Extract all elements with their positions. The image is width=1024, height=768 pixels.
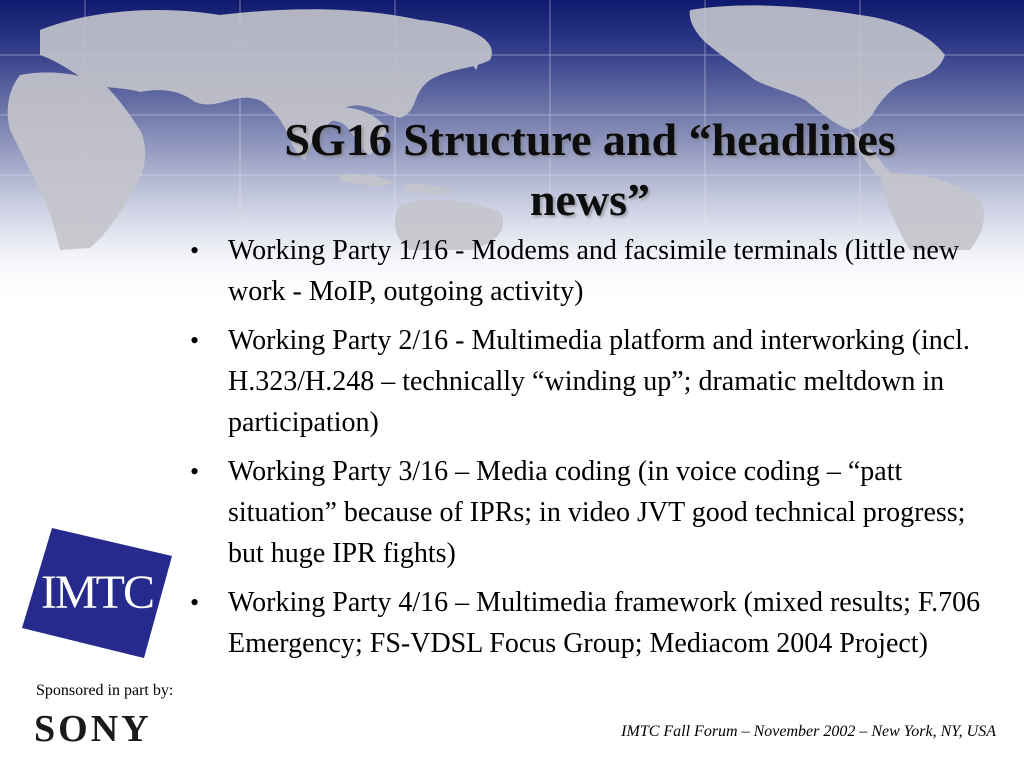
footer-text: IMTC Fall Forum – November 2002 – New York, NY, USA [621,723,996,740]
bullet-text: Working Party 3/16 – Media coding (in voice coding – “patt situation” because of IPRs; in video JVT good technical progress; but huge IPR fights) [228,456,966,569]
bullet-item [186,320,986,443]
bullet-icon: • [190,236,200,265]
sony-logo [34,708,194,748]
bullet-item [186,451,986,574]
title-line-1: SG16 Structure and “headlines [284,114,896,165]
title-line-2: news” [529,174,651,225]
imtc-logo [22,528,172,658]
logo-text: IMTC [41,566,153,619]
bullet-icon: • [190,326,200,355]
slide-title [200,110,980,230]
bullet-list [186,230,986,672]
sony-logo-text: SONY [34,708,152,748]
bullet-text: Working Party 2/16 - Multimedia platform and interworking (incl. H.323/H.248 – technically “winding up”; dramatic meltdown in participation) [228,325,970,438]
bullet-item [186,582,986,664]
bullet-text: Working Party 1/16 - Modems and facsimile terminals (little new work - MoIP, outgoing activity) [228,235,960,307]
bullet-item [186,230,986,312]
bullet-icon: • [190,457,200,486]
bullet-icon: • [190,588,200,617]
sponsor-label: Sponsored in part by: [36,682,174,699]
bullet-text: Working Party 4/16 – Multimedia framework (mixed results; F.706 Emergency; FS-VDSL Focus Group; Mediacom 2004 Project) [228,587,981,659]
